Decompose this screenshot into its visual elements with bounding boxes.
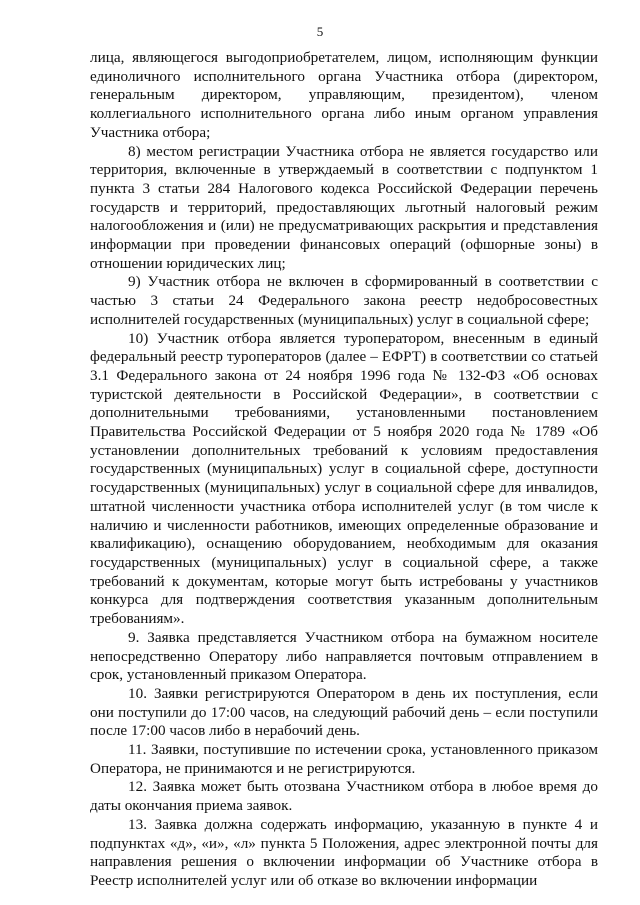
- paragraph-clause-10: 10. Заявки регистрируются Оператором в день их поступления, если они поступили до 17:00 часов, на следующий рабочий день – если поступили после 17:00 часов либо в нерабочий день.: [90, 684, 598, 740]
- paragraph-clause-13: 13. Заявка должна содержать информацию, указанную в пункте 4 и подпунктах «д», «и», «л» пункта 5 Положения, адрес электронной почты для направления решения о включении информации об Участнике отбора в Реестр исполнителей услуг или об отказе во включении информации: [90, 815, 598, 889]
- paragraph-clause-11: 11. Заявки, поступившие по истечении срока, установленного приказом Оператора, не принимаются и не регистрируются.: [90, 741, 598, 777]
- paragraph-clause-9: 9. Заявка представляется Участником отбора на бумажном носителе непосредственно Оператору либо направляется почтовым отправлением в срок, установленный приказом Оператора.: [90, 628, 598, 684]
- paragraph-item-8: 8) местом регистрации Участника отбора не является государство или территория, включенные в утверждаемый в соответствии с подпунктом 1 пункта 3 статьи 284 Налогового кодекса Российской Федерации перечень государств и территорий, предоставляющих льготный налоговый режим налогообложения и (или) не предусматривающих раскрытия и представления информации при проведении финансовых операций (офшорные зоны) в отношении юридических лиц;: [90, 142, 598, 272]
- document-body: [90, 49, 598, 891]
- page-number: 5: [316, 24, 324, 39]
- paragraph-item-9: 9) Участник отбора не включен в сформированный в соответствии с частью 3 статьи 24 Федерального закона реестр недобросовестных исполнителей государственных (муниципальных) услуг в социальной сфере;: [90, 273, 598, 328]
- paragraph-clause-12: 12. Заявка может быть отозвана Участником отбора в любое время до даты окончания приема заявок.: [90, 778, 598, 815]
- paragraph-item-10: 10) Участник отбора является туроператором, внесенным в единый федеральный реестр туроператоров (далее – ЕФРТ) в соответствии со статьей 3.1 Федерального закона от 24 ноября 1996 года № 132-ФЗ «Об основах туристской деятельности в Российской Федерации», в соответствии с дополнительными требованиями, установленными постановлением Правительства Российской Федерации от 5 ноября 2020 года № 1789 «Об установлении дополнительных требований к условиям предоставления государственных (муниципальных) услуг в социальной сфере, доступности государственных (муниципальных) услуг в социальной сфере для инвалидов, штатной численности участника отбора исполнителей услуг (в том числе к наличию и численности работников, имеющих определенные образование и квалификацию), оснащению оборудованием, необходимым для оказания государственных (муниципальных) услуг в социальной сфере, а также требований к документам, которые могут быть истребованы у участников конкурса для подтверждения соответствия указанным дополнительным требованиям».: [90, 329, 598, 628]
- paragraph-continuation: лица, являющегося выгодоприобретателем, лицом, исполняющим функции единоличного исполнительного органа Участника отбора (директором, генеральным директором, управляющим, президентом), членом коллегиального исполнительного органа либо иным органом управления Участника отбора;: [90, 49, 598, 141]
